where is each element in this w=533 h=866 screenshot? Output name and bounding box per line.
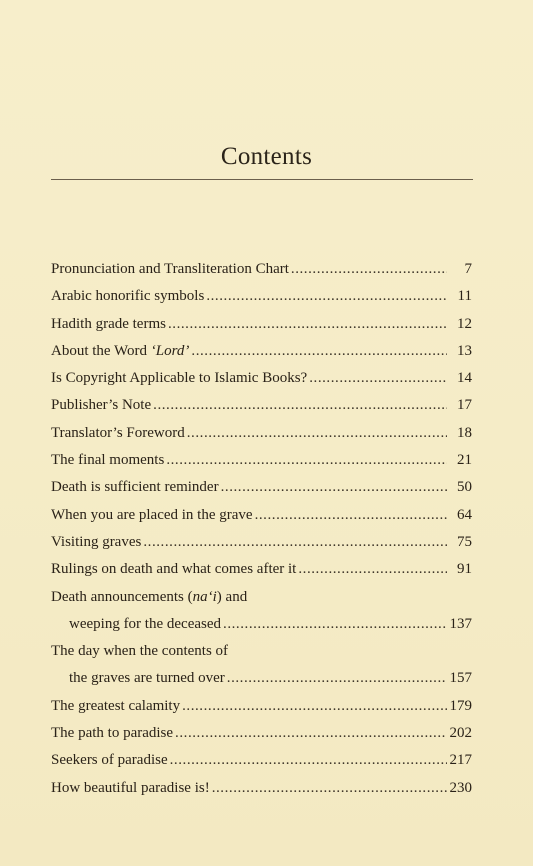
toc-entry — [51, 447, 472, 474]
toc-entry-page: 14 — [457, 370, 472, 387]
toc-entry-page: 64 — [457, 506, 472, 523]
dot-leader — [191, 338, 447, 365]
dot-leader — [227, 665, 447, 692]
dot-leader — [170, 747, 447, 774]
toc-entry-page: 217 — [449, 752, 472, 769]
toc-entry — [51, 502, 472, 529]
toc-entry-title: Translator’s Foreword — [51, 424, 185, 441]
toc-entry-page: 75 — [457, 533, 472, 550]
toc-entry-title: When you are placed in the grave — [51, 506, 253, 523]
toc-entry-page: 50 — [457, 479, 472, 496]
toc-entry-title: Visiting graves — [51, 533, 142, 550]
toc-entry-title: Death is sufficient reminder — [51, 479, 219, 496]
toc-entry-page: 7 — [464, 261, 472, 277]
toc-entry — [51, 693, 472, 720]
toc-entry — [51, 311, 472, 338]
dot-leader — [153, 392, 447, 419]
page-title: Contents — [220, 143, 313, 170]
toc-entry-title: Pronunciation and Transliteration Chart — [51, 261, 289, 277]
toc-entry-page: 18 — [457, 424, 472, 441]
toc-entry-page: 202 — [449, 725, 472, 742]
toc-entry-title-text: ) and — [216, 588, 248, 605]
toc-entry-title: Hadith grade terms — [51, 315, 166, 332]
title-divider — [51, 179, 473, 180]
toc-entry — [51, 420, 472, 447]
toc-entry-page: 179 — [449, 697, 472, 714]
toc-entry-page: 230 — [449, 779, 472, 796]
toc-entry-title-line2: weeping for the deceased — [69, 615, 222, 632]
dot-leader — [212, 775, 447, 802]
dot-leader — [206, 283, 447, 310]
toc-entry-title-text: Death announcements ( — [51, 588, 193, 605]
dot-leader — [166, 447, 447, 474]
toc-entry-title-italic: na‘i — [192, 588, 217, 605]
toc-entry — [51, 638, 472, 693]
dot-leader — [309, 365, 447, 392]
toc-entry-title — [51, 338, 189, 365]
toc-entry-title: The greatest calamity — [51, 697, 181, 714]
toc-entry-title-text: About the Word — [51, 342, 151, 359]
toc-entry-title: The path to paradise — [51, 725, 174, 742]
toc-entry — [51, 584, 472, 639]
toc-entry-page: 12 — [457, 315, 472, 332]
toc-entry — [51, 283, 472, 310]
toc-entry — [51, 720, 472, 747]
toc-entry-page: 13 — [457, 342, 472, 359]
toc-entry — [51, 775, 472, 802]
toc-entry-title: How beautiful paradise is! — [51, 779, 210, 796]
toc-entry-title: Is Copyright Applicable to Islamic Books? — [51, 370, 308, 387]
toc-entry — [51, 256, 472, 283]
toc-entry — [51, 338, 472, 365]
dot-leader — [187, 420, 447, 447]
toc-entry-page: 157 — [449, 670, 472, 687]
toc-entry-page: 137 — [449, 615, 472, 632]
toc-entry-page: 21 — [457, 452, 472, 469]
toc-entry-title-line1: The day when the contents of — [51, 643, 229, 660]
toc-entry-title: Seekers of paradise — [51, 752, 168, 769]
toc-entry-title: Publisher’s Note — [51, 397, 152, 414]
toc-entry-title: Arabic honorific symbols — [51, 288, 205, 305]
toc-entry — [51, 747, 472, 774]
dot-leader — [175, 720, 446, 747]
toc-entry — [51, 474, 472, 501]
toc-entry-title-line2: the graves are turned over — [69, 670, 225, 687]
dot-leader — [223, 611, 446, 638]
dot-leader — [143, 529, 447, 556]
toc-entry-page: 91 — [457, 561, 472, 578]
toc-entry — [51, 529, 472, 556]
toc-entry — [51, 556, 472, 583]
toc-entry — [51, 392, 472, 419]
dot-leader — [221, 474, 447, 501]
toc-entry-title: The final moments — [51, 452, 165, 469]
toc-entry-page: 11 — [457, 288, 472, 305]
toc-entry — [51, 365, 472, 392]
dot-leader — [182, 693, 446, 720]
dot-leader — [291, 256, 447, 283]
dot-leader — [298, 556, 447, 583]
toc-entry-title: Rulings on death and what comes after it — [51, 561, 297, 578]
toc-entry-title-italic: ‘Lord’ — [150, 342, 190, 359]
dot-leader — [168, 311, 447, 338]
toc-entry-title-line1 — [51, 584, 472, 611]
dot-leader — [255, 502, 447, 529]
toc-entry-page: 17 — [457, 397, 472, 414]
table-of-contents — [51, 256, 472, 802]
